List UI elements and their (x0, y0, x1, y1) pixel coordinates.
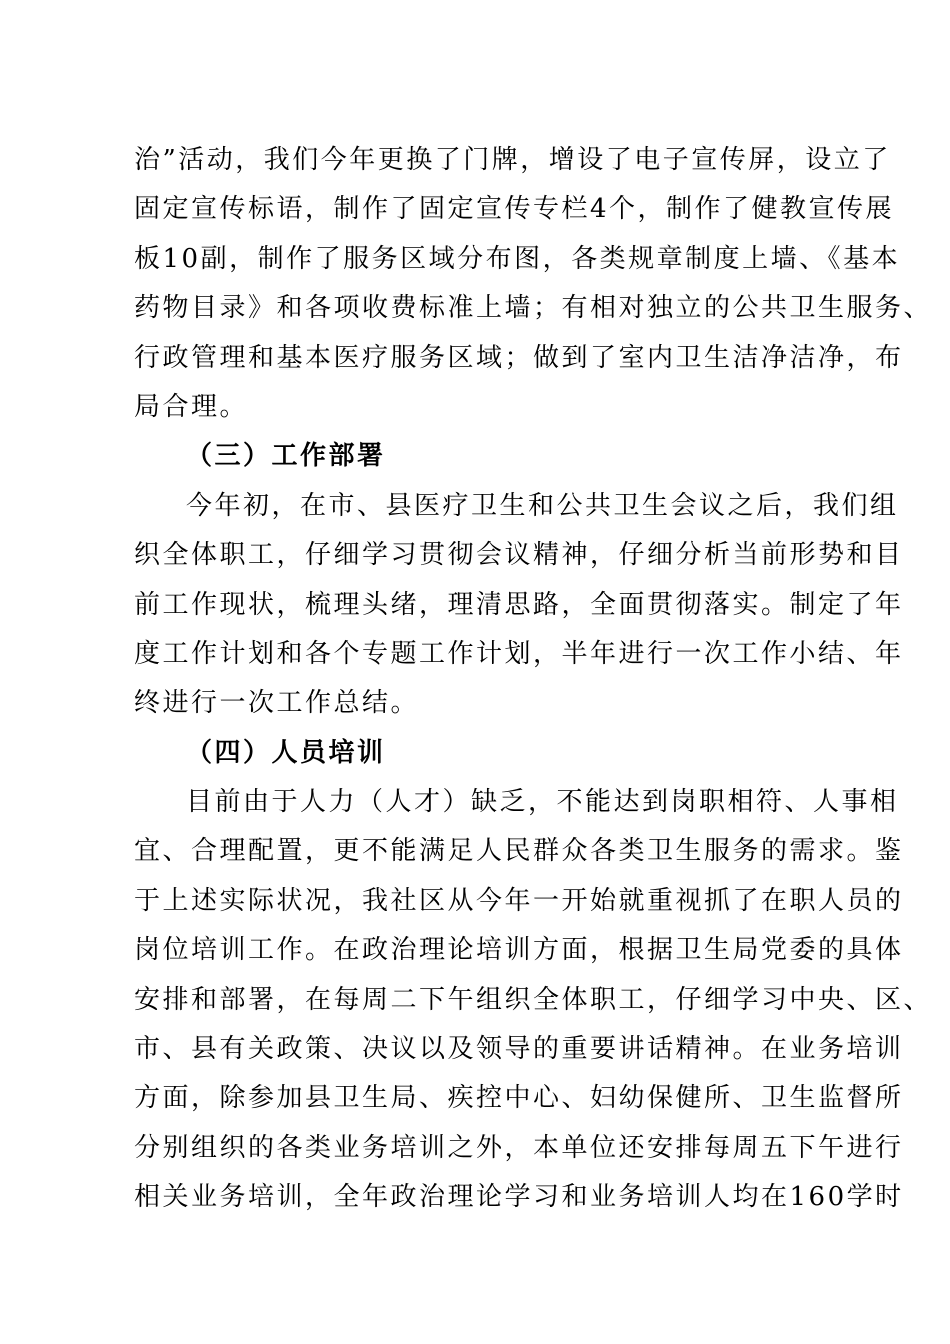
text-line: 岗位培训工作。在政治理论培训方面，根据卫生局党委的具体 (134, 935, 904, 966)
text-line: 织全体职工，仔细学习贯彻会议精神，仔细分析当前形势和目 (134, 540, 904, 571)
text-line: 固定宣传标语，制作了固定宣传专栏4个，制作了健教宣传展 (134, 194, 895, 225)
text-line: 前工作现状，梳理头绪，理清思路，全面贯彻落实。制定了年 (134, 589, 904, 620)
text-line: 终进行一次工作总结。 (134, 688, 420, 719)
text-line: 药物目录》和各项收费标准上墙；有相对独立的公共卫生服务、 (134, 293, 933, 324)
text-line: 行政管理和基本医疗服务区域；做到了室内卫生洁净洁净，布 (134, 342, 904, 373)
text-line: 市、县有关政策、决议以及领导的重要讲话精神。在业务培训 (134, 1034, 904, 1065)
paragraph-first-line: 目前由于人力（人才）缺乏，不能达到岗职相符、人事相 (186, 787, 899, 818)
text-line: 相关业务培训，全年政治理论学习和业务培训人均在160学时 (134, 1182, 904, 1213)
text-line: 方面，除参加县卫生局、疾控中心、妇幼保健所、卫生监督所 (134, 1083, 904, 1114)
paragraph-first-line: 今年初，在市、县医疗卫生和公共卫生会议之后，我们组 (186, 490, 899, 521)
text-line: 板10副，制作了服务区域分布图，各类规章制度上墙、《基本 (134, 243, 901, 274)
document-body (134, 136, 933, 1223)
text-line: 治”活动，我们今年更换了门牌，增设了电子宣传屏，设立了 (134, 145, 891, 175)
text-line: 于上述实际状况，我社区从今年一开始就重视抓了在职人员的 (134, 885, 904, 916)
text-line: 宜、合理配置，更不能满足人民群众各类卫生服务的需求。鉴 (134, 836, 904, 867)
text-line: 分别组织的各类业务培训之外，本单位还安排每周五下午进行 (134, 1132, 904, 1163)
section-heading-staff-training: （四）人员培训 (186, 737, 386, 768)
section-heading-work-deployment: （三）工作部署 (186, 441, 386, 472)
text-line: 安排和部署，在每周二下午组织全体职工，仔细学习中央、区、 (134, 984, 933, 1015)
text-line: 局合理。 (134, 391, 249, 422)
text-line: 度工作计划和各个专题工作计划，半年进行一次工作小结、年 (134, 638, 904, 669)
